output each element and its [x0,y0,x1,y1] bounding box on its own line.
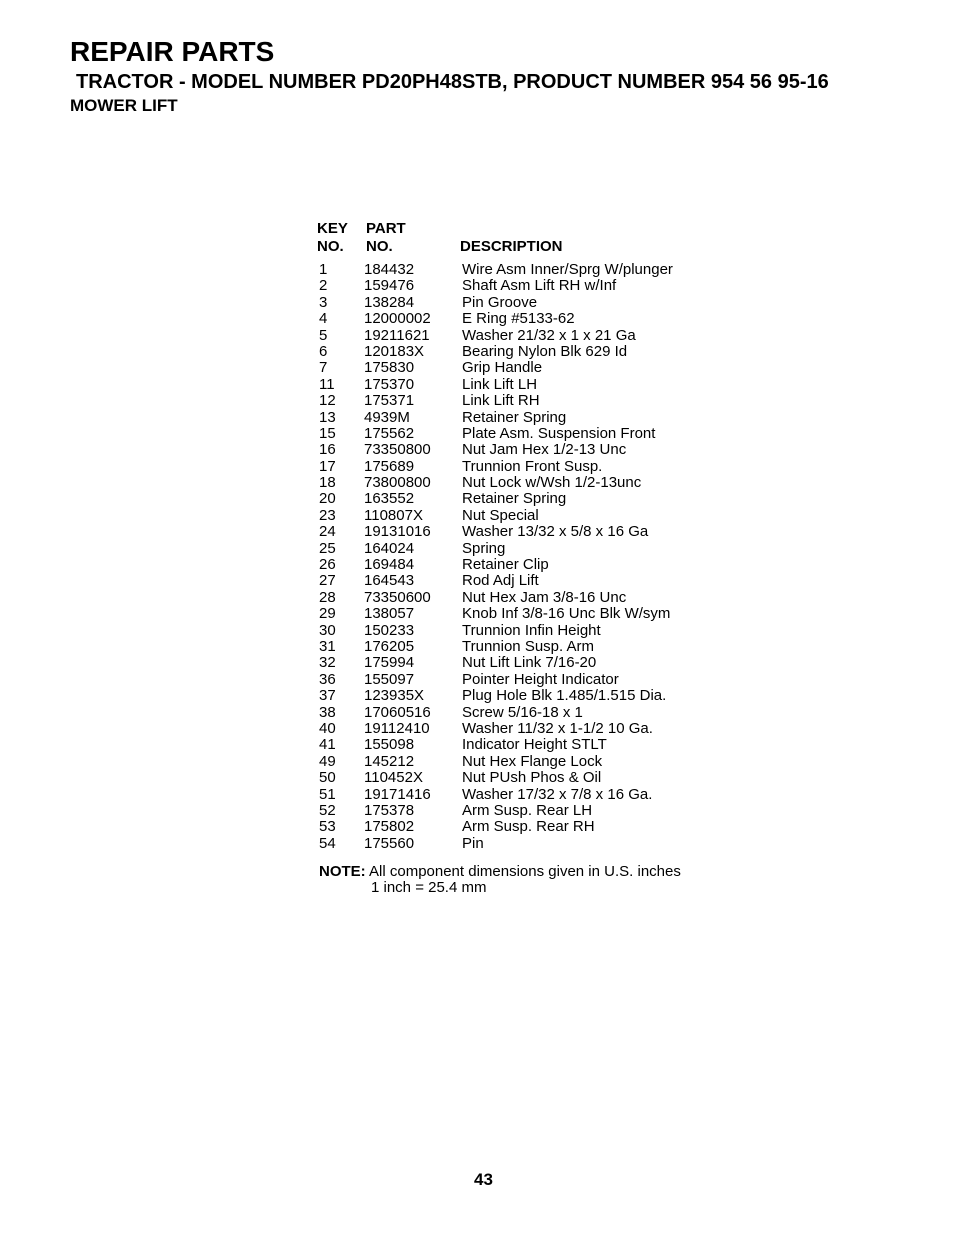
key-no-cell: 17 [319,457,336,475]
part-no-cell: 169484 [364,556,415,574]
description-cell: Indicator Height STLT [462,736,607,754]
key-no-cell: 51 [319,785,336,803]
description-cell: Nut Lock w/Wsh 1/2-13unc [462,474,642,492]
description-cell: Screw 5/16-18 x 1 [462,703,583,721]
key-no-cell: 27 [319,572,336,590]
description-cell: Arm Susp. Rear LH [462,801,593,819]
part-no-cell: 19131016 [364,523,431,541]
part-no-cell: 155098 [364,736,415,754]
page-number: 43 [474,1170,493,1189]
part-no-cell: 123935X [364,687,425,705]
description-cell: Plate Asm. Suspension Front [462,424,656,442]
key-no-cell: 18 [319,474,336,492]
description-cell: Washer 21/32 x 1 x 21 Ga [462,326,636,344]
description-cell: Trunnion Infin Height [462,621,601,639]
part-no-cell: 17060516 [364,703,431,721]
key-no-cell: 2 [319,277,328,295]
key-no-cell: 16 [319,441,336,459]
key-no-cell: 4 [319,310,328,328]
part-no-cell: 175378 [364,801,415,819]
part-no-cell: 19171416 [364,785,431,803]
description-cell: Grip Handle [462,359,543,377]
key-no-cell: 38 [319,703,336,721]
key-no-cell: 54 [319,834,336,852]
part-no-cell: 164024 [364,539,415,557]
page-title: REPAIR PARTS [70,36,275,67]
dimension-note [319,864,681,897]
part-no-cell: 175560 [364,834,415,852]
part-no-cell: 164543 [364,572,415,590]
key-no-cell: 6 [319,342,328,360]
description-cell: Arm Susp. Rear RH [462,818,595,836]
key-no-cell: 30 [319,621,336,639]
part-no-cell: 19211621 [364,326,430,344]
part-no-cell: 150233 [364,621,415,639]
description-cell: Pointer Height Indicator [462,670,619,688]
key-no-cell: 20 [319,490,336,508]
key-no-cell: 23 [319,506,336,524]
description-header: DESCRIPTION [460,238,563,255]
part-no-cell: 176205 [364,637,415,655]
description-cell: Shaft Asm Lift RH w/Inf [462,277,617,295]
description-cell: E Ring #5133-62 [462,310,575,328]
key-no-cell: 28 [319,588,336,606]
part-no-cell: 145212 [364,752,415,770]
description-cell: Nut Special [462,506,539,524]
key-no-header-line1: KEY [317,220,348,237]
part-no-cell: 175802 [364,818,415,836]
key-no-cell: 31 [319,637,336,655]
key-no-cell: 40 [319,719,336,737]
part-no-cell: 110452X [364,769,423,787]
part-no-cell: 175562 [364,424,415,442]
description-cell: Washer 11/32 x 1-1/2 10 Ga. [462,719,653,737]
part-no-cell: 73350800 [364,441,431,459]
part-no-cell: 138057 [364,605,415,623]
key-no-cell: 3 [319,293,328,311]
key-no-cell: 32 [319,654,336,672]
description-cell: Bearing Nylon Blk 629 Id [462,342,628,360]
part-no-cell: 155097 [364,670,415,688]
part-no-cell: 110807X [364,506,423,524]
description-cell: Nut Lift Link 7/16-20 [462,654,597,672]
part-no-cell: 175994 [364,654,415,672]
key-no-cell: 50 [319,769,336,787]
key-no-cell: 41 [319,736,336,754]
description-cell: Knob Inf 3/8-16 Unc Blk W/sym [462,605,671,623]
description-cell: Nut Hex Jam 3/8-16 Unc [462,588,627,606]
part-no-cell: 19112410 [364,719,430,737]
key-no-cell: 49 [319,752,336,770]
key-no-cell: 15 [319,424,336,442]
description-cell: Pin [462,834,484,852]
key-no-cell: 5 [319,326,328,344]
part-no-cell: 175830 [364,359,415,377]
description-cell: Rod Adj Lift [462,572,539,590]
key-no-cell: 36 [319,670,336,688]
key-no-cell: 25 [319,539,336,557]
key-no-cell: 1 [319,261,328,278]
section-heading: MOWER LIFT [70,96,178,115]
key-no-cell: 29 [319,605,336,623]
part-no-header-line1: PART [366,220,406,237]
note-label: NOTE: [319,863,366,880]
part-no-header-line2: NO. [366,238,393,255]
key-no-cell: 7 [319,359,328,377]
description-cell: Plug Hole Blk 1.485/1.515 Dia. [462,687,667,705]
description-cell: Washer 13/32 x 5/8 x 16 Ga [462,523,649,541]
key-no-cell: 53 [319,818,336,836]
part-no-cell: 163552 [364,490,415,508]
part-no-cell: 4939M [364,408,410,426]
part-no-cell: 120183X [364,342,425,360]
part-no-cell: 159476 [364,277,415,295]
description-cell: Pin Groove [462,293,538,311]
key-no-cell: 26 [319,556,336,574]
part-no-cell: 184432 [364,261,415,278]
part-no-cell: 175689 [364,457,415,475]
model-subtitle: TRACTOR - MODEL NUMBER PD20PH48STB, PRODUCT NUMBER 954 56 95-16 [76,71,829,93]
description-cell: Washer 17/32 x 7/8 x 16 Ga. [462,785,653,803]
part-no-cell: 175370 [364,375,415,393]
key-no-cell: 12 [319,392,336,410]
part-no-cell: 175371 [364,392,415,410]
key-no-cell: 13 [319,408,336,426]
key-no-cell: 37 [319,687,336,705]
description-cell: Trunnion Front Susp. [462,457,603,475]
description-cell: Retainer Spring [462,408,567,426]
key-no-cell: 24 [319,523,336,541]
key-no-cell: 11 [319,375,335,393]
key-no-cell: 52 [319,801,336,819]
part-no-cell: 138284 [364,293,415,311]
part-no-cell: 73350600 [364,588,431,606]
note-line-1 [319,864,681,880]
part-no-cell: 73800800 [364,474,431,492]
key-no-header-line2: NO. [317,238,344,255]
description-cell: Spring [462,539,506,557]
description-cell: Nut PUsh Phos & Oil [462,769,602,787]
note-conversion: 1 inch = 25.4 mm [371,879,487,897]
description-cell: Nut Jam Hex 1/2-13 Unc [462,441,627,459]
part-no-cell: 12000002 [364,310,431,328]
description-cell: Trunnion Susp. Arm [462,637,595,655]
note-text: All component dimensions given in U.S. inches [369,863,681,880]
description-cell: Retainer Clip [462,556,549,574]
description-cell: Link Lift RH [462,392,540,410]
description-cell: Link Lift LH [462,375,538,393]
description-cell: Retainer Spring [462,490,567,508]
description-cell: Wire Asm Inner/Sprg W/plunger [462,261,673,278]
description-cell: Nut Hex Flange Lock [462,752,603,770]
